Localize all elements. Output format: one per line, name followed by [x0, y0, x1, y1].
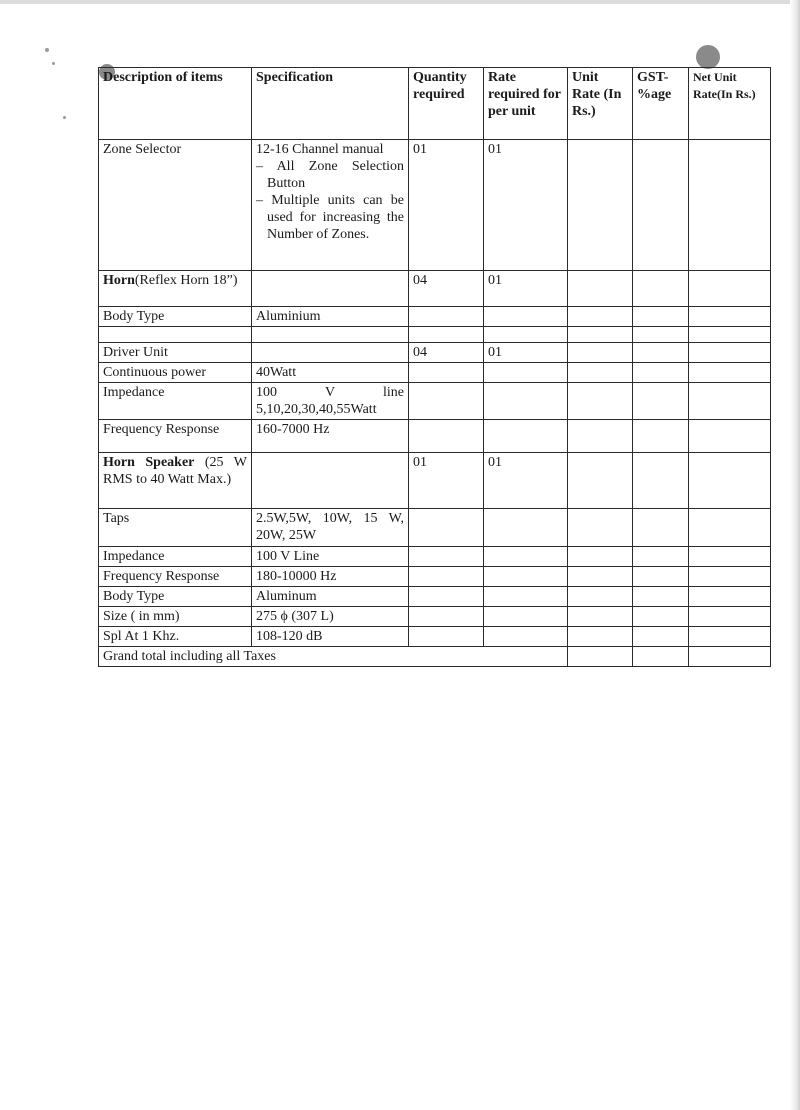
empty-cell: [633, 567, 689, 587]
empty-cell: [568, 140, 633, 271]
empty-cell: [484, 607, 568, 627]
zone-selector-spec-bullet: – Multiple units can be used for increasing the Number of Zones.: [256, 193, 404, 242]
horn-speaker-spl-value: 108-120 dB: [252, 627, 409, 647]
item-horn: [99, 271, 252, 307]
table-row: [99, 420, 771, 453]
empty-cell: [633, 509, 689, 547]
horn-speaker-taps-label: Taps: [99, 509, 252, 547]
driver-impedance-text: 100 V line 5,10,20,30,40,55Watt: [256, 385, 404, 417]
table-row: [99, 509, 771, 547]
table-row: [99, 453, 771, 509]
table-row: [99, 587, 771, 607]
empty-cell: [484, 587, 568, 607]
empty-cell: [568, 307, 633, 327]
horn-body-type-label: Body Type: [99, 307, 252, 327]
driver-unit-quantity: 04: [409, 343, 484, 363]
empty-cell: [633, 363, 689, 383]
grand-total-label: Grand total including all Taxes: [99, 647, 568, 667]
empty-cell: [568, 567, 633, 587]
empty-cell: [484, 383, 568, 420]
empty-cell: [252, 343, 409, 363]
horn-speaker-impedance-label: Impedance: [99, 547, 252, 567]
table-row: [99, 363, 771, 383]
table-row: [99, 607, 771, 627]
scan-speck: [63, 116, 66, 119]
table-row: [99, 271, 771, 307]
empty-cell: [568, 383, 633, 420]
header-unit-rate: Unit Rate (In Rs.): [568, 68, 633, 140]
horn-speaker-frequency-value: 180-10000 Hz: [252, 567, 409, 587]
item-horn-speaker: [99, 453, 252, 509]
zone-selector-rate: 01: [484, 140, 568, 271]
page-right-edge: [790, 0, 800, 1110]
empty-cell: [633, 140, 689, 271]
horn-speaker-rate: 01: [484, 453, 568, 509]
horn-speaker-impedance-value: 100 V Line: [252, 547, 409, 567]
table-row: [99, 383, 771, 420]
table-row: [99, 327, 771, 343]
empty-cell: [484, 307, 568, 327]
horn-description: (Reflex Horn 18”): [134, 273, 238, 288]
empty-cell: [409, 627, 484, 647]
header-quantity: Quantity required: [409, 68, 484, 140]
table-row: [99, 627, 771, 647]
table-row: [99, 567, 771, 587]
empty-cell: [409, 363, 484, 383]
empty-cell: [633, 307, 689, 327]
horn-rate: 01: [484, 271, 568, 307]
empty-cell: [409, 567, 484, 587]
table-row: [99, 307, 771, 327]
horn-speaker-description: (25 W RMS to 40 Watt Max.): [103, 455, 248, 487]
empty-cell: [633, 343, 689, 363]
empty-cell: [689, 567, 771, 587]
empty-cell: [633, 383, 689, 420]
empty-cell: [409, 307, 484, 327]
empty-cell: [633, 647, 689, 667]
driver-unit-rate: 01: [484, 343, 568, 363]
empty-cell: [689, 140, 771, 271]
driver-impedance-label: Impedance: [99, 383, 252, 420]
horn-speaker-taps-value: [252, 509, 409, 547]
empty-cell: [484, 627, 568, 647]
empty-cell: [689, 343, 771, 363]
specification-table: [98, 67, 771, 667]
header-row: [99, 68, 771, 140]
empty-cell: [568, 509, 633, 547]
empty-cell: [689, 607, 771, 627]
empty-cell: [689, 647, 771, 667]
empty-cell: [689, 363, 771, 383]
header-net-unit-rate: Net Unit Rate(In Rs.): [689, 68, 771, 140]
empty-cell: [409, 607, 484, 627]
empty-cell: [409, 547, 484, 567]
empty-cell: [568, 647, 633, 667]
page-top-edge: [0, 0, 800, 4]
horn-speaker-size-value: 275 ϕ (307 L): [252, 607, 409, 627]
empty-cell: [633, 271, 689, 307]
empty-cell: [633, 587, 689, 607]
empty-cell: [252, 327, 409, 343]
item-zone-selector: Zone Selector: [99, 140, 252, 271]
horn-speaker-body-type-label: Body Type: [99, 587, 252, 607]
empty-cell: [568, 587, 633, 607]
empty-cell: [633, 327, 689, 343]
empty-cell: [568, 547, 633, 567]
driver-continuous-power-label: Continuous power: [99, 363, 252, 383]
empty-cell: [568, 271, 633, 307]
empty-cell: [689, 420, 771, 453]
empty-cell: [568, 363, 633, 383]
header-specification: Specification: [252, 68, 409, 140]
header-description: Description of items: [99, 68, 252, 140]
horn-speaker-spl-label: Spl At 1 Khz.: [99, 627, 252, 647]
empty-cell: [99, 327, 252, 343]
empty-cell: [689, 327, 771, 343]
empty-cell: [252, 453, 409, 509]
scan-speck: [52, 62, 55, 65]
empty-cell: [409, 420, 484, 453]
driver-frequency-label: Frequency Response: [99, 420, 252, 453]
horn-body-type-value: Aluminium: [252, 307, 409, 327]
scan-speck: [45, 48, 49, 52]
driver-impedance-value: [252, 383, 409, 420]
empty-cell: [409, 383, 484, 420]
empty-cell: [689, 271, 771, 307]
horn-speaker-taps-text: 2.5W,5W, 10W, 15 W, 20W, 25W: [256, 511, 404, 543]
empty-cell: [633, 453, 689, 509]
horn-speaker-body-type-value: Aluminum: [252, 587, 409, 607]
empty-cell: [409, 327, 484, 343]
empty-cell: [568, 607, 633, 627]
header-gst: GST-%age: [633, 68, 689, 140]
empty-cell: [409, 509, 484, 547]
table-row: [99, 140, 771, 271]
grand-total-row: [99, 647, 771, 667]
zone-selector-spec: [252, 140, 409, 271]
empty-cell: [689, 453, 771, 509]
horn-quantity: 04: [409, 271, 484, 307]
empty-cell: [633, 607, 689, 627]
empty-cell: [568, 420, 633, 453]
empty-cell: [484, 327, 568, 343]
empty-cell: [484, 420, 568, 453]
horn-speaker-frequency-label: Frequency Response: [99, 567, 252, 587]
zone-selector-spec-bullet: – All Zone Selection Button: [256, 159, 404, 191]
empty-cell: [633, 547, 689, 567]
header-rate-required: Rate required for per unit: [484, 68, 568, 140]
horn-speaker-name: Horn Speaker: [103, 455, 195, 470]
empty-cell: [252, 271, 409, 307]
horn-name: Horn: [103, 273, 135, 288]
empty-cell: [633, 627, 689, 647]
empty-cell: [633, 420, 689, 453]
empty-cell: [484, 547, 568, 567]
empty-cell: [568, 453, 633, 509]
empty-cell: [484, 567, 568, 587]
horn-speaker-quantity: 01: [409, 453, 484, 509]
empty-cell: [689, 509, 771, 547]
empty-cell: [689, 547, 771, 567]
empty-cell: [409, 587, 484, 607]
driver-frequency-value: 160-7000 Hz: [252, 420, 409, 453]
empty-cell: [689, 307, 771, 327]
table-row: [99, 547, 771, 567]
empty-cell: [689, 627, 771, 647]
empty-cell: [484, 363, 568, 383]
empty-cell: [484, 509, 568, 547]
table-row: [99, 343, 771, 363]
item-driver-unit: Driver Unit: [99, 343, 252, 363]
zone-selector-quantity: 01: [409, 140, 484, 271]
empty-cell: [689, 587, 771, 607]
driver-continuous-power-value: 40Watt: [252, 363, 409, 383]
punch-hole-right: [696, 45, 720, 69]
zone-selector-spec-main: 12-16 Channel manual: [256, 142, 384, 157]
empty-cell: [568, 327, 633, 343]
horn-speaker-size-label: Size ( in mm): [99, 607, 252, 627]
empty-cell: [689, 383, 771, 420]
empty-cell: [568, 627, 633, 647]
empty-cell: [568, 343, 633, 363]
